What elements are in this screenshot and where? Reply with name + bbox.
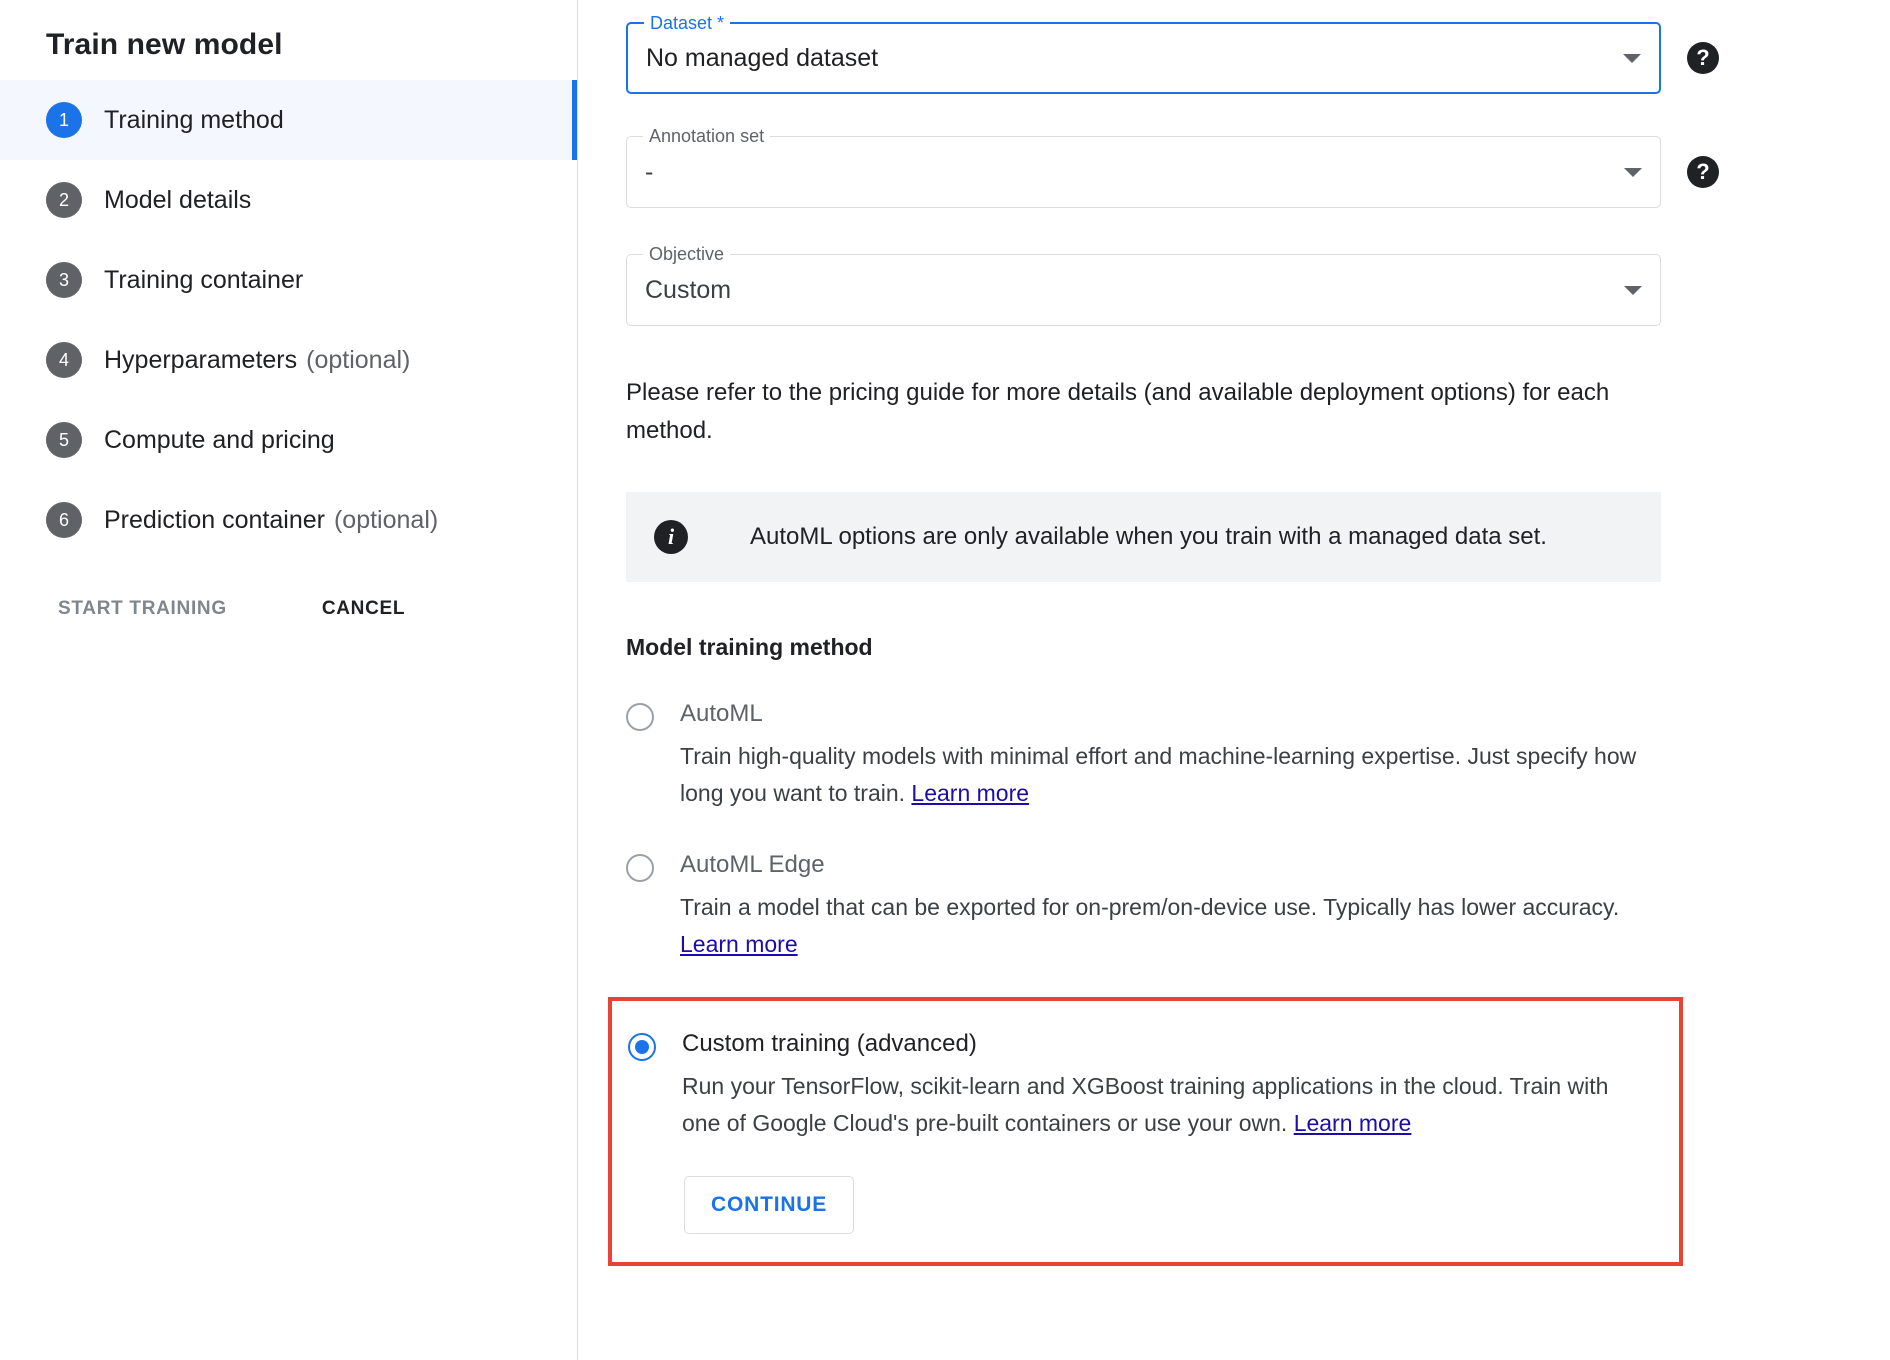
sidebar-item-optional-tag: (optional): [306, 345, 411, 374]
dataset-select[interactable]: [626, 13, 1661, 94]
info-banner-text: AutoML options are only available when you train with a managed data set.: [750, 523, 1547, 550]
option-description-text: Train a model that can be exported for on-prem/on-device use. Typically has lower accuracy.: [680, 894, 1620, 920]
help-icon[interactable]: ?: [1687, 156, 1719, 188]
sidebar-item-optional-tag: (optional): [333, 505, 439, 534]
objective-value: Custom: [645, 275, 732, 304]
cancel-button[interactable]: CANCEL: [321, 598, 406, 619]
option-automl-edge[interactable]: [626, 850, 1661, 963]
chevron-down-icon[interactable]: [1624, 286, 1642, 295]
option-title: AutoML: [680, 700, 763, 727]
step-number: 1: [46, 102, 82, 138]
option-body: [680, 699, 1640, 812]
learn-more-link[interactable]: Learn more: [680, 931, 798, 957]
dataset-value: No managed dataset: [646, 43, 879, 72]
option-automl[interactable]: [626, 699, 1661, 812]
objective-select[interactable]: [626, 244, 1661, 326]
continue-button[interactable]: CONTINUE: [684, 1176, 854, 1234]
sidebar-item-prediction-container[interactable]: [0, 480, 577, 560]
objective-field: [626, 244, 1661, 326]
page-title: Train new model: [46, 28, 283, 61]
sidebar: [0, 0, 578, 1360]
step-number: 4: [46, 342, 82, 378]
custom-training-highlight: [608, 997, 1683, 1266]
sidebar-item-hyperparameters[interactable]: [0, 320, 577, 400]
sidebar-item-label: Hyperparameters: [104, 345, 298, 374]
option-title: AutoML Edge: [680, 851, 825, 878]
option-description-text: Train high-quality models with minimal effort and machine-learning expertise. Just specify how long you want to train.: [680, 743, 1637, 806]
chevron-down-icon[interactable]: [1623, 54, 1641, 63]
option-custom-training[interactable]: [628, 1029, 1663, 1142]
sidebar-item-label: Training method: [104, 105, 284, 134]
radio-custom-training[interactable]: [628, 1033, 656, 1061]
sidebar-item-label: Prediction container: [104, 505, 325, 534]
learn-more-link[interactable]: Learn more: [911, 780, 1030, 806]
radio-automl[interactable]: [626, 703, 654, 731]
annotation-set-field: [626, 126, 1710, 208]
chevron-down-icon[interactable]: [1624, 168, 1642, 177]
option-body: [680, 850, 1640, 963]
annotation-set-label: Annotation set: [643, 125, 770, 147]
sidebar-item-label: Compute and pricing: [104, 425, 335, 454]
option-description: [680, 738, 1640, 812]
step-number: 6: [46, 502, 82, 538]
sidebar-item-label: Model details: [104, 185, 252, 214]
dataset-field: [626, 13, 1710, 94]
option-title: Custom training (advanced): [682, 1030, 977, 1057]
start-training-button[interactable]: START TRAINING: [58, 598, 227, 619]
option-description-text: Run your TensorFlow, scikit-learn and XGBoost training applications in the cloud. Train with one of Google Cloud's pre-built containers or use your own.: [682, 1073, 1609, 1136]
main-content: [578, 0, 1890, 1360]
sidebar-item-compute-and-pricing[interactable]: [0, 400, 577, 480]
annotation-set-select[interactable]: [626, 126, 1661, 208]
sidebar-item-training-container[interactable]: [0, 240, 577, 320]
option-body: [682, 1029, 1642, 1142]
radio-automl-edge[interactable]: [626, 854, 654, 882]
learn-more-link[interactable]: Learn more: [1293, 1110, 1412, 1136]
help-icon[interactable]: ?: [1687, 42, 1719, 74]
step-number: 2: [46, 182, 82, 218]
section-title-model-training-method: Model training method: [626, 634, 873, 660]
step-number: 3: [46, 262, 82, 298]
sidebar-item-label: Training container: [104, 265, 304, 294]
option-description: [680, 889, 1640, 963]
pricing-note: Please refer to the pricing guide for more details (and available deployment options) for each method.: [626, 379, 1610, 444]
step-number: 5: [46, 422, 82, 458]
sidebar-item-model-details[interactable]: [0, 160, 577, 240]
sidebar-item-training-method[interactable]: [0, 80, 577, 160]
info-banner: [626, 492, 1661, 582]
option-description: [682, 1068, 1642, 1142]
sidebar-actions: [0, 560, 577, 620]
annotation-set-value: -: [645, 157, 654, 186]
objective-label: Objective: [643, 243, 730, 265]
dataset-label: Dataset *: [644, 12, 730, 34]
info-icon: i: [654, 520, 688, 554]
